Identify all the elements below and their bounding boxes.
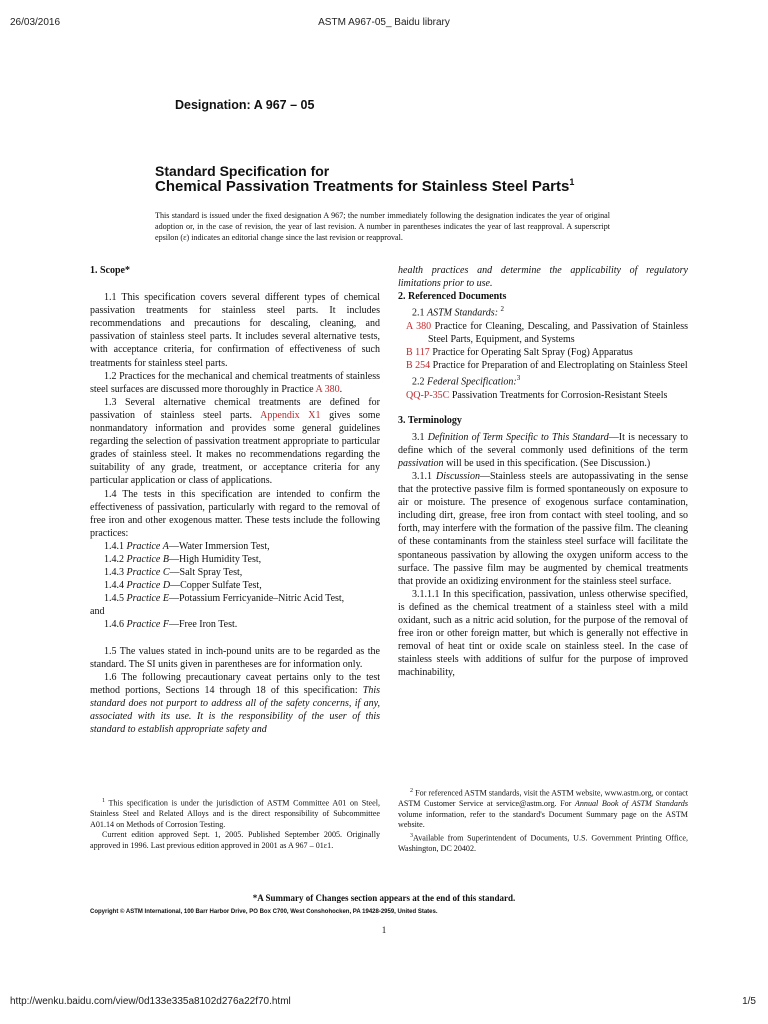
page-title: ASTM A967-05_ Baidu library <box>318 17 450 28</box>
para-2-1 <box>398 303 688 319</box>
para-1-2-end: . <box>339 383 343 395</box>
para-3-1-italic: Definition of Term Specific to This Standard <box>427 431 609 443</box>
practice-num: 1.4.3 <box>104 567 124 579</box>
para-3-1-num: 3.1 <box>412 431 425 443</box>
ref-qq-p-35c <box>398 389 688 402</box>
practice-item <box>90 553 380 566</box>
practice-f-desc: —Free Iron Test. <box>168 619 238 631</box>
para-1-2 <box>90 370 380 396</box>
designation: Designation: A 967 – 05 <box>175 98 315 112</box>
para-3-1-1 <box>398 470 688 588</box>
title-footnote-ref: 1 <box>569 177 575 187</box>
para-3-1 <box>398 431 688 470</box>
footnote-2-italic: Annual Book of ASTM Standards <box>574 799 688 809</box>
practice-item <box>90 566 380 579</box>
ref-title: Practice for Cleaning, Descaling, and Passivation of Stainless Steel Parts, Equipment, and Systems <box>428 320 688 345</box>
para-2-2-name: Federal Specification: <box>427 376 517 388</box>
para-2-2-sup: 3 <box>516 374 521 383</box>
footnotes-right <box>398 786 688 854</box>
scope-continued: health practices and determine the applicability of regulatory limitations prior to use. <box>398 265 688 290</box>
practice-num: 1.4.1 <box>104 540 124 552</box>
footnote-1-sup: 1 <box>102 798 105 804</box>
practice-name: Practice C <box>126 567 170 579</box>
para-1-3-text: 1.3 Several alternative chemical treatments are defined for passivation of stainless steel parts. <box>90 396 380 421</box>
title-text: Chemical Passivation Treatments for Stainless Steel Parts <box>155 178 570 195</box>
link-qq-p-35c[interactable]: QQ-P-35C <box>406 389 450 401</box>
print-date: 26/03/2016 <box>10 17 61 28</box>
practice-num: 1.4.5 <box>104 593 124 605</box>
footnote-2-sup: 2 <box>410 788 413 794</box>
para-2-1-name: ASTM Standards: <box>427 307 499 319</box>
practice-f-num: 1.4.6 <box>104 619 124 631</box>
para-2-1-sup: 2 <box>500 305 505 314</box>
astm-reference <box>398 359 688 372</box>
scope-heading: 1. Scope* <box>90 265 130 276</box>
para-1-3-rest: gives some nonmandatory information and provides some general guidelines regarding the selection of passivation treatment appropriate to particular grades of stainless steel. It makes no recommendations regarding the suitability of any grade, treatment, or acceptance criteria for any particular application or class of applications. <box>90 409 381 487</box>
practice-list <box>90 540 380 605</box>
page-url[interactable]: http://wenku.baidu.com/view/0d133e335a8102d276a22f70.html <box>10 996 291 1007</box>
astm-reference-list <box>398 320 688 372</box>
para-1-3 <box>90 396 380 488</box>
ref-code-link[interactable]: B 254 <box>406 359 431 371</box>
title-line-2 <box>155 177 574 195</box>
edition-note: Current edition approved Sept. 1, 2005. Published September 2005. Originally approved in 1996. Last previous edition approved in 2001 as A 967 – 01ε1. <box>90 830 380 850</box>
practice-f <box>90 618 380 631</box>
para-1-1: 1.1 This specification covers several different types of chemical passivation treatments for stainless steel parts. It includes recommendations and precautions for descaling, cleaning, and passivation of stainless steel parts. It includes several alternative tests, with acceptance criteria, for confirmation of effectiveness of such treatments for stainless steel parts. <box>90 292 380 369</box>
practice-name: Practice E <box>126 593 169 605</box>
practice-num: 1.4.4 <box>104 580 124 592</box>
para-2-1-num: 2.1 <box>412 307 425 319</box>
practice-item <box>90 579 380 592</box>
para-2-2-num: 2.2 <box>412 376 425 388</box>
footnote-1 <box>90 796 380 830</box>
practice-name: Practice A <box>126 540 169 552</box>
footnote-3 <box>398 831 688 855</box>
footnote-3-sup: 3 <box>410 832 413 839</box>
ref-title: Practice for Operating Salt Spray (Fog) Apparatus <box>432 346 633 358</box>
practice-name: Practice D <box>126 580 171 592</box>
practice-item <box>90 540 380 553</box>
refdocs-heading: 2. Referenced Documents <box>398 291 507 303</box>
link-a380[interactable]: A 380 <box>315 383 340 395</box>
para-1-4: 1.4 The tests in this specification are intended to confirm the effectiveness of passivation, particularly with regard to the removal of free iron and other exogenous matter. These tests include the following practices: <box>90 488 380 539</box>
ref-code-link[interactable]: B 117 <box>406 346 430 358</box>
right-column <box>398 264 688 679</box>
practice-desc: —Potassium Ferricyanide–Nitric Acid Test, <box>168 593 345 605</box>
ref-code-link[interactable]: A 380 <box>406 320 432 332</box>
para-1-6-text: 1.6 The following precautionary caveat pertains only to the test method portions, Sections 14 through 18 of this specification: <box>90 671 380 696</box>
intro-paragraph: This standard is issued under the fixed designation A 967; the number immediately following the designation indicates the year of original adoption or, in the case of revision, the year of last revision. A number in parentheses indicates the year of last reapproval. A superscript epsilon (ε) indicates an editorial change since the last revision or reapproval. <box>155 211 610 242</box>
practice-name: Practice B <box>126 553 169 565</box>
summary-note: *A Summary of Changes section appears at the end of this standard. <box>252 893 516 903</box>
practice-desc: —High Humidity Test, <box>168 553 262 565</box>
title-line-1: Standard Specification for <box>155 163 330 179</box>
footnotes-left <box>90 796 380 851</box>
para-3-1-1-text: —Stainless steels are autopassivating in the sense that the protective passive film is formed spontaneously on exposure to air or moisture. The presence of exogenous surface contamination, including dirt, grease, free iron from contact with steel tooling, and so forth, may interfere with the formation of the passive film. The cleaning of these contaminants from the stainless steel surface will facilitate the spontaneous passivation by allowing the oxygen uniform access to the surface. The passive film may be augmented by chemical treatments that provide an oxidizing environment for the stainless steel surface. <box>398 470 689 587</box>
para-1-2-text: 1.2 Practices for the mechanical and chemical treatments of stainless steel surfaces are discussed more thoroughly in Practice <box>90 370 380 395</box>
practice-desc: —Salt Spray Test, <box>169 567 243 579</box>
para-1-6 <box>90 671 380 736</box>
astm-reference <box>398 320 688 346</box>
ref-qq-p-35c-text: Passivation Treatments for Corrosion-Resistant Steels <box>451 389 668 401</box>
practice-num: 1.4.2 <box>104 553 124 565</box>
footnote-2-text: For referenced ASTM standards, visit the ASTM website, www.astm.org, or contact ASTM Customer Service at service@astm.org. For <box>398 788 688 809</box>
left-column <box>90 264 380 736</box>
page-number: 1 <box>381 925 387 935</box>
para-3-1-1-italic: Discussion <box>436 470 480 482</box>
para-1-6-italic: This standard does not purport to address all of the safety concerns, if any, associated with its use. It is the responsibility of the user of this standard to establish appropriate safety and <box>90 684 380 736</box>
para-2-2 <box>398 372 688 388</box>
para-3-1-text: —It is necessary to define which of the several commonly used definitions of the term <box>398 431 688 456</box>
practice-item <box>90 592 380 605</box>
page-count: 1/5 <box>742 996 756 1007</box>
and-word: and <box>90 606 105 618</box>
footnote-2 <box>398 786 688 831</box>
terminology-heading: 3. Terminology <box>398 414 462 426</box>
footnote-2-end: volume information, refer to the standard's Document Summary page on the ASTM website. <box>398 809 688 830</box>
astm-reference <box>398 346 688 359</box>
para-3-1-term: passivation <box>398 457 444 469</box>
copyright: Copyright © ASTM International, 100 Barr Harbor Drive, PO Box C700, West Conshohocken, PA 19428-2959, United States. <box>90 909 438 915</box>
practice-desc: —Copper Sulfate Test, <box>170 580 262 592</box>
para-3-1-end: will be used in this specification. (See Discussion.) <box>446 457 651 469</box>
ref-title: Practice for Preparation of and Electroplating on Stainless Steel <box>432 359 688 371</box>
practice-desc: —Water Immersion Test, <box>168 540 270 552</box>
para-3-1-1-num: 3.1.1 <box>412 470 432 482</box>
para-3-1-1-1: 3.1.1.1 In this specification, passivation, unless otherwise specified, is defined as the chemical treatment of a stainless steel with a mild oxidant, such as a nitric acid solution, for the purpose of the removal of free iron or other foreign matter, but which is generally not effective in removal of heat tint or oxide scale on stainless steel. In the case of stainless steels with additions of sulfur for the purpose of improved machinability, <box>398 588 688 679</box>
para-1-5: 1.5 The values stated in inch-pound units are to be regarded as the standard. The SI units given in parentheses are for information only. <box>90 645 380 670</box>
footnote-3-text: Available from Superintendent of Documents, U.S. Government Printing Office, Washington, DC 20402. <box>398 833 688 853</box>
footnote-1-text: This specification is under the jurisdiction of ASTM Committee A01 on Steel, Stainless Steel and Related Alloys and is the direct responsibility of Subcommittee A01.14 on Methods of Corrosion Testing. <box>90 798 380 829</box>
link-appendix-x1[interactable]: Appendix X1 <box>260 409 321 421</box>
practice-f-name: Practice F <box>126 619 169 631</box>
